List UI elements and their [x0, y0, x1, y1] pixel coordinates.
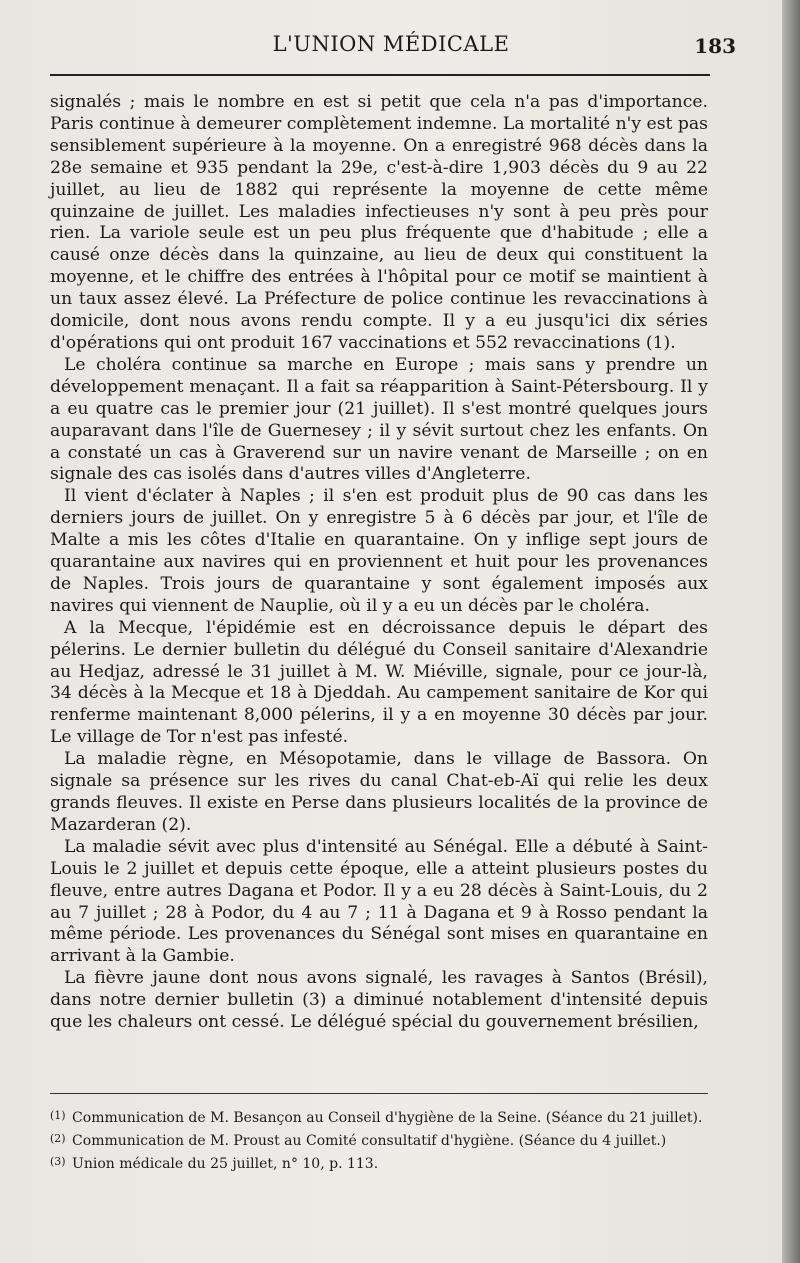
footnotes	[50, 1106, 708, 1175]
footnote-item	[50, 1129, 708, 1151]
article-body	[50, 92, 708, 1034]
paragraph-naples: Il vient d'éclater à Naples ; il s'en est produit plus de 90 cas dans les derniers jours de juillet. On y enregistre 5 à 6 décès par jour, et l'île de Malte a mis les côtes d'Italie en quarantaine. On y inflige sept jours de quarantaine aux navires qui en proviennent et huit pour les provenances de Naples. Trois jours de quarantaine y sont également imposés aux navires qui viennent de Nauplie, où il y a eu un décès par le choléra.	[50, 486, 708, 616]
paragraph-fievre-jaune: La fièvre jaune dont nous avons signalé, les ravages à Santos (Brésil), dans notre dernier bulletin (3) a diminué notablement d'intensité depuis que les chaleurs ont cessé. Le délégué spécial du gouvernement brésilien,	[50, 968, 708, 1033]
paragraph-paris-mortality: signalés ; mais le nombre en est si petit que cela n'a pas d'importance. Paris continue à demeurer complètement indemne. La mortalité n'y est pas sensiblement supérieure à la moyenne. On a enregistré 968 décès dans la 28e semaine et 935 pendant la 29e, c'est-à-dire 1,903 décès du 9 au 22 juillet, au lieu de 1882 qui représente la moyenne de cette même quinzaine de juillet. Les maladies infectieuses n'y sont à peu près pour rien. La variole seule est un peu plus fréquente que d'habitude ; elle a causé onze décès dans la quinzaine, au lieu de deux qui constituent la moyenne, et le chiffre des entrées à l'hôpital pour ce motif se maintient à un taux assez élevé. La Préfecture de police continue les revaccinations à domicile, dont nous avons rendu compte. Il y a eu jusqu'ici dix séries d'opérations qui ont produit 167 vaccinations et 552 revaccinations (1).	[50, 92, 708, 353]
footnote-text: Union médicale du 25 juillet, n° 10, p. 113.	[72, 1156, 379, 1172]
footnote-marker: (1)	[50, 1109, 66, 1122]
footnote-rule	[50, 1093, 708, 1094]
footnote-item	[50, 1106, 708, 1128]
footnote-text: Communication de M. Proust au Comité consultatif d'hygiène. (Séance du 4 juillet.)	[72, 1133, 667, 1149]
footnote-text: Communication de M. Besançon au Conseil d'hygiène de la Seine. (Séance du 21 juillet).	[72, 1110, 703, 1126]
running-title: L'UNION MÉDICALE	[272, 32, 510, 56]
footnote-item	[50, 1152, 708, 1174]
header-rule	[50, 74, 710, 76]
paragraph-mesopotamie: La maladie règne, en Mésopotamie, dans le village de Bassora. On signale sa présence sur les rives du canal Chat-eb-Aï qui relie les deux grands fleuves. Il existe en Perse dans plusieurs localités de la province de Mazarderan (2).	[50, 749, 708, 835]
footnote-marker: (3)	[50, 1155, 66, 1168]
paragraph-mecque: A la Mecque, l'épidémie est en décroissance depuis le départ des pélerins. Le dernier bulletin du délégué du Conseil sanitaire d'Alexandrie au Hedjaz, adressé le 31 juillet à M. W. Miéville, signale, pour ce jour-là, 34 décès à la Mecque et 18 à Djeddah. Au campement sanitaire de Kor qui renferme maintenant 8,000 pélerins, il y a en moyenne 30 décès par jour. Le village de Tor n'est pas infesté.	[50, 617, 708, 748]
paragraph-cholera-europe: Le choléra continue sa marche en Europe ; mais sans y prendre un développement menaçant. Il a fait sa réapparition à Saint-Pétersbourg. Il y a eu quatre cas le premier jour (21 juillet). Il s'est montré quelques jours auparavant dans l'île de Guernesey ; il y sévit surtout chez les enfants. On a constaté un cas à Graverend sur un navire venant de Marseille ; on en signale des cas isolés dans d'autres villes d'Angleterre.	[50, 354, 708, 485]
page-number: 183	[694, 34, 736, 58]
paragraph-senegal: La maladie sévit avec plus d'intensité au Sénégal. Elle a débuté à Saint-Louis le 2 juillet et depuis cette époque, elle a atteint plusieurs postes du fleuve, entre autres Dagana et Podor. Il y a eu 28 décès à Saint-Louis, du 2 au 7 juillet ; 28 à Podor, du 4 au 7 ; 11 à Dagana et 9 à Rosso pendant la même période. Les provenances du Sénégal sont mises en quarantaine en arrivant à la Gambie.	[50, 836, 708, 967]
page-edge-shadow	[782, 0, 800, 1263]
footnote-marker: (2)	[50, 1132, 66, 1145]
